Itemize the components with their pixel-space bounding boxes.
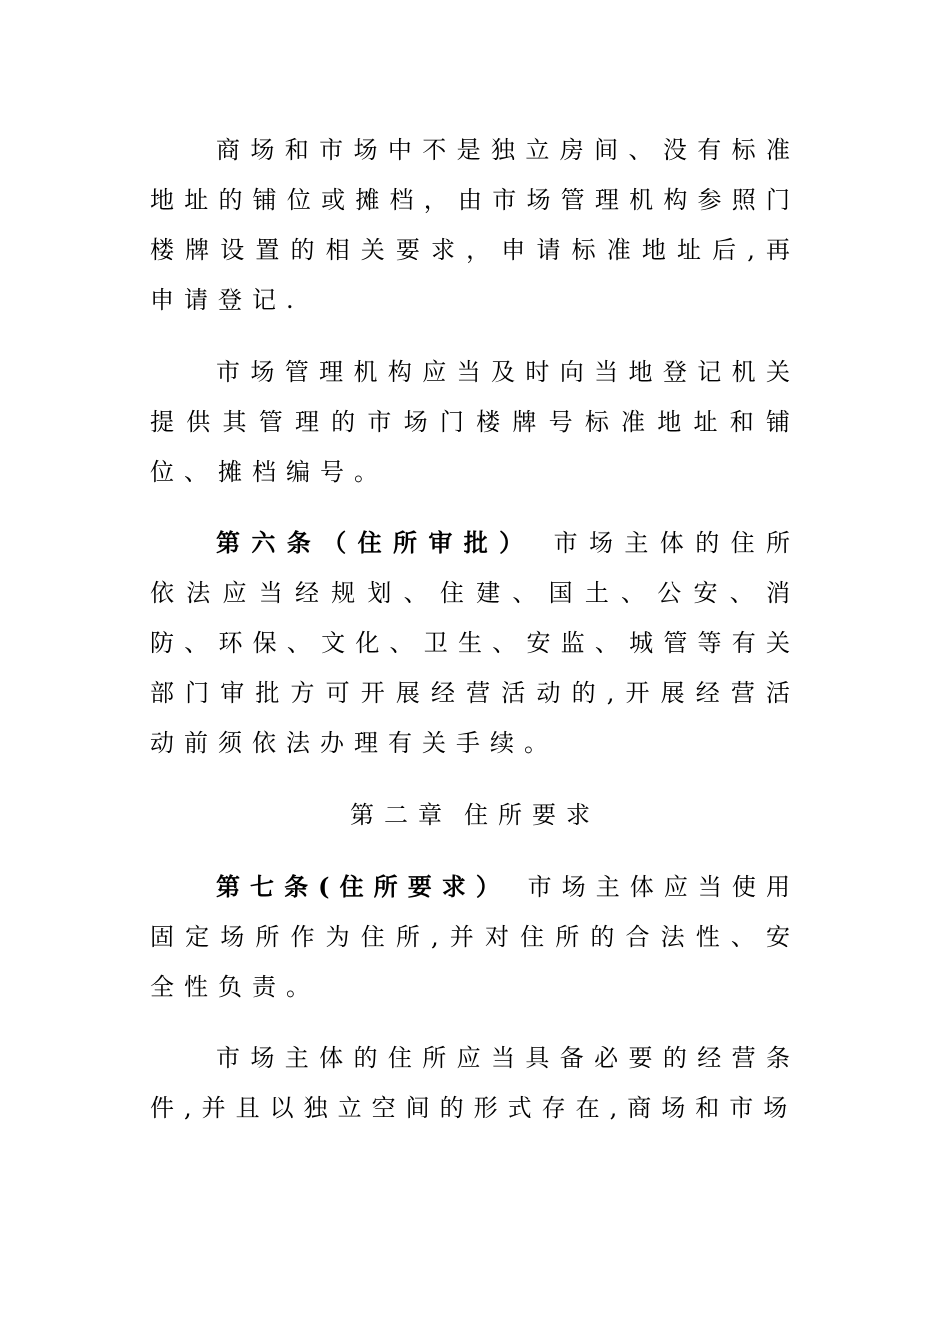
paragraph-premises-conditions xyxy=(150,1033,800,1133)
chapter-title: 住所要求 xyxy=(464,801,600,829)
article-7-paragraph xyxy=(150,862,800,1012)
article-6-heading: 第六条（住所审批） xyxy=(216,528,535,557)
paragraph-text: 商场和市场中不是独立房间、没有标准地址的铺位或摊档，由市场管理机构参照门楼牌设置的相关要求，申请标准地址后,再申请登记. xyxy=(150,136,800,314)
paragraph-market-management xyxy=(150,347,800,497)
paragraph-text: 市场主体的住所应当具备必要的经营条件,并且以独立空间的形式存在,商场和市场 xyxy=(150,1044,800,1122)
article-7-heading: 第七条(住所要求） xyxy=(216,872,510,901)
article-6-paragraph xyxy=(150,518,800,768)
chapter-number: 第二章 xyxy=(350,801,452,829)
paragraph-text: 市场管理机构应当及时向当地登记机关提供其管理的市场门楼牌号标准地址和铺位、摊档编号。 xyxy=(150,358,800,486)
article-7-text: 市场主体应当使用固定场所作为住所,并对住所的合法性、安全性负责。 xyxy=(150,873,800,1001)
article-6-text: 市场主体的住所依法应当经规划、住建、国土、公安、消防、环保、文化、卫生、安监、城管等有关部门审批方可开展经营活动的,开展经营活动前须依法办理有关手续。 xyxy=(150,529,800,757)
paragraph-stall-address xyxy=(150,125,800,325)
chapter-heading xyxy=(0,790,950,840)
